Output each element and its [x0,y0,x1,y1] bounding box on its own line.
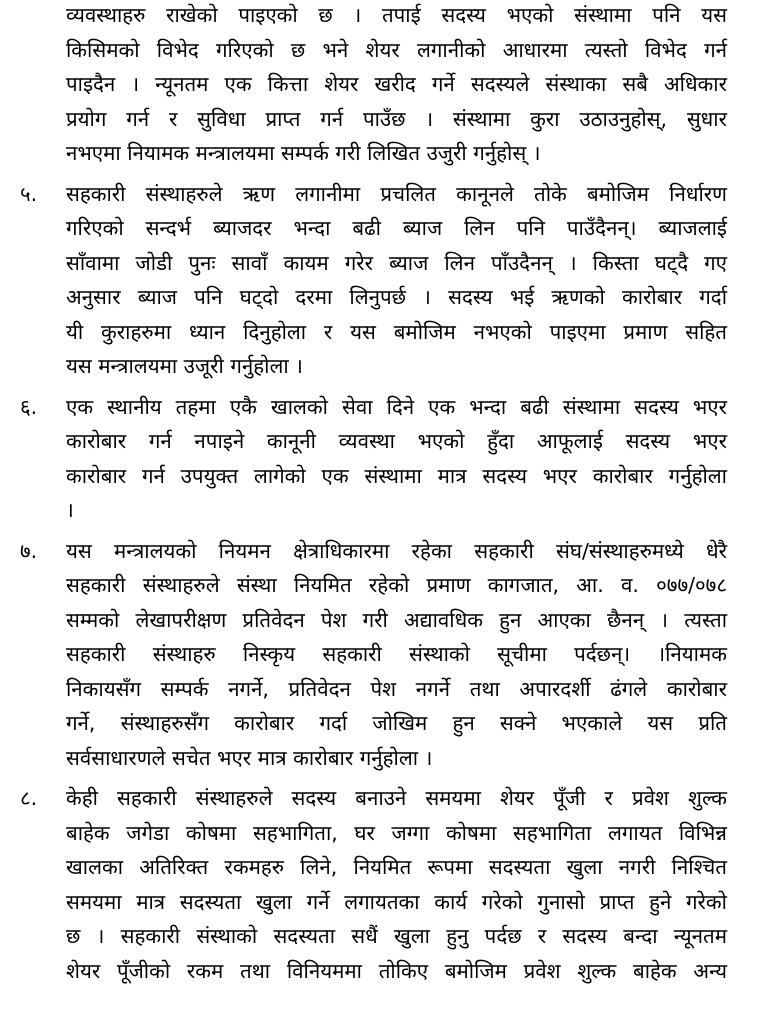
intro-line: प्रयोग गर्न र सुविधा प्राप्त गर्न पाउँछ । संस्थामा कुरा उठाउनुहोस्, सुधार [66,106,727,131]
item-line: अनुसार ब्याज पनि घट्दो दरमा लिनुपर्छ । सदस्य भई ऋणको कारोबार गर्दा [66,285,727,309]
item-line: साँवामा जोडी पुनः सावाँ कायम गरेर ब्याज लिन पाँउदैनन् । किस्ता घट्दै गए [66,250,727,275]
item-line: सम्मको लेखापरीक्षण प्रतिवेदन पेश गरी अद्यावधिक हुन आएका छैनन् । त्यस्ता [66,607,727,632]
item-line: गरिएको सन्दर्भ ब्याजदर भन्दा बढी ब्याज लिन पनि पाउँदैनन्। ब्याजलाई [66,216,727,240]
item-line: यस मन्त्रालयमा उजूरी गर्नुहोला । [66,354,303,378]
item-line: एक स्थानीय तहमा एकै खालको सेवा दिने एक भन्दा बढी संस्थामा सदस्य भएर [66,394,727,419]
item-line: खालका अतिरिक्त रकमहरु लिने, नियमित रूपमा सदस्यता खुला नगरी निश्चित [66,855,727,879]
item-line: कारोबार गर्न नपाइने कानूनी व्यवस्था भएको हुँदा आफूलाई सदस्य भएर [66,429,727,453]
intro-line: नभएमा नियामक मन्त्रालयमा सम्पर्क गरी लिखित उजुरी गर्नुहोस् । [66,141,541,165]
item-line: सहकारी संस्थाहरुले संस्था नियमित रहेको प्रमाण कागजात, आ. व. ०७७/०७८ [66,573,727,597]
item-number: ८. [20,786,38,810]
item-line: शेयर पूँजीको रकम तथा विनियममा तोकिए बमोजिम प्रवेश शुल्क बाहेक अन्य [66,958,727,983]
item-line: केही सहकारी संस्थाहरुले सदस्य बनाउने समयमा शेयर पूँजी र प्रवेश शुल्क [66,786,727,810]
item-line: सहकारी संस्थाहरुले ऋण लगानीमा प्रचलित कानूनले तोके बमोजिम निर्धारण [66,181,727,206]
item-line: सहकारी संस्थाहरु निस्कृय सहकारी संस्थाको सूचीमा पर्दछन्। ।नियामक [66,642,727,666]
item-line: गर्ने, संस्थाहरुसँग कारोबार गर्दा जोखिम हुन सक्ने भएकाले यस प्रति [66,711,727,735]
item-line: यी कुराहरुमा ध्यान दिनुहोला र यस बमोजिम नभएको पाइएमा प्रमाण सहित [66,319,727,344]
item-line: यस मन्त्रालयको नियमन क्षेत्राधिकारमा रहेका सहकारी संघ/संस्थाहरुमध्ये धेरै [66,538,727,563]
item-number: ६. [20,394,38,419]
intro-line: पाइदैन । न्यूनतम एक कित्ता शेयर खरीद गर्ने सदस्यले संस्थाका सबै अधिकार [66,72,727,96]
intro-line: किसिमको विभेद गरिएको छ भने शेयर लगानीको आधारमा त्यस्तो विभेद गर्न [66,37,727,62]
item-line: । [66,498,74,522]
intro-line: व्यवस्थाहरु राखेको पाइएको छ । तपाई सदस्य भएको संस्थामा पनि यस [66,3,727,27]
item-number: ५. [20,181,38,206]
item-line: सर्वसाधारणले सचेत भएर मात्र कारोबार गर्नुहोला । [66,745,433,770]
item-line: निकायसँग सम्पर्क नगर्ने, प्रतिवेदन पेश नगर्ने तथा अपारदर्शी ढंगले कारोबार [66,676,727,701]
item-line: बाहेक जगेडा कोषमा सहभागिता, घर जग्गा कोषमा सहभागिता लगायत विभिन्न [66,820,727,845]
item-line: समयमा मात्र सदस्यता खुला गर्ने लगायतका कार्य गरेको गुनासो प्राप्त हुने गरेको [66,889,727,914]
item-line: छ । सहकारी संस्थाको सदस्यता सधैं खुला हुनु पर्दछ र सदस्य बन्दा न्यूनतम [66,924,727,948]
item-number: ७. [20,538,38,563]
item-line: कारोबार गर्न उपयुक्त लागेको एक संस्थामा मात्र सदस्य भएर कारोबार गर्नुहोला [66,463,727,488]
